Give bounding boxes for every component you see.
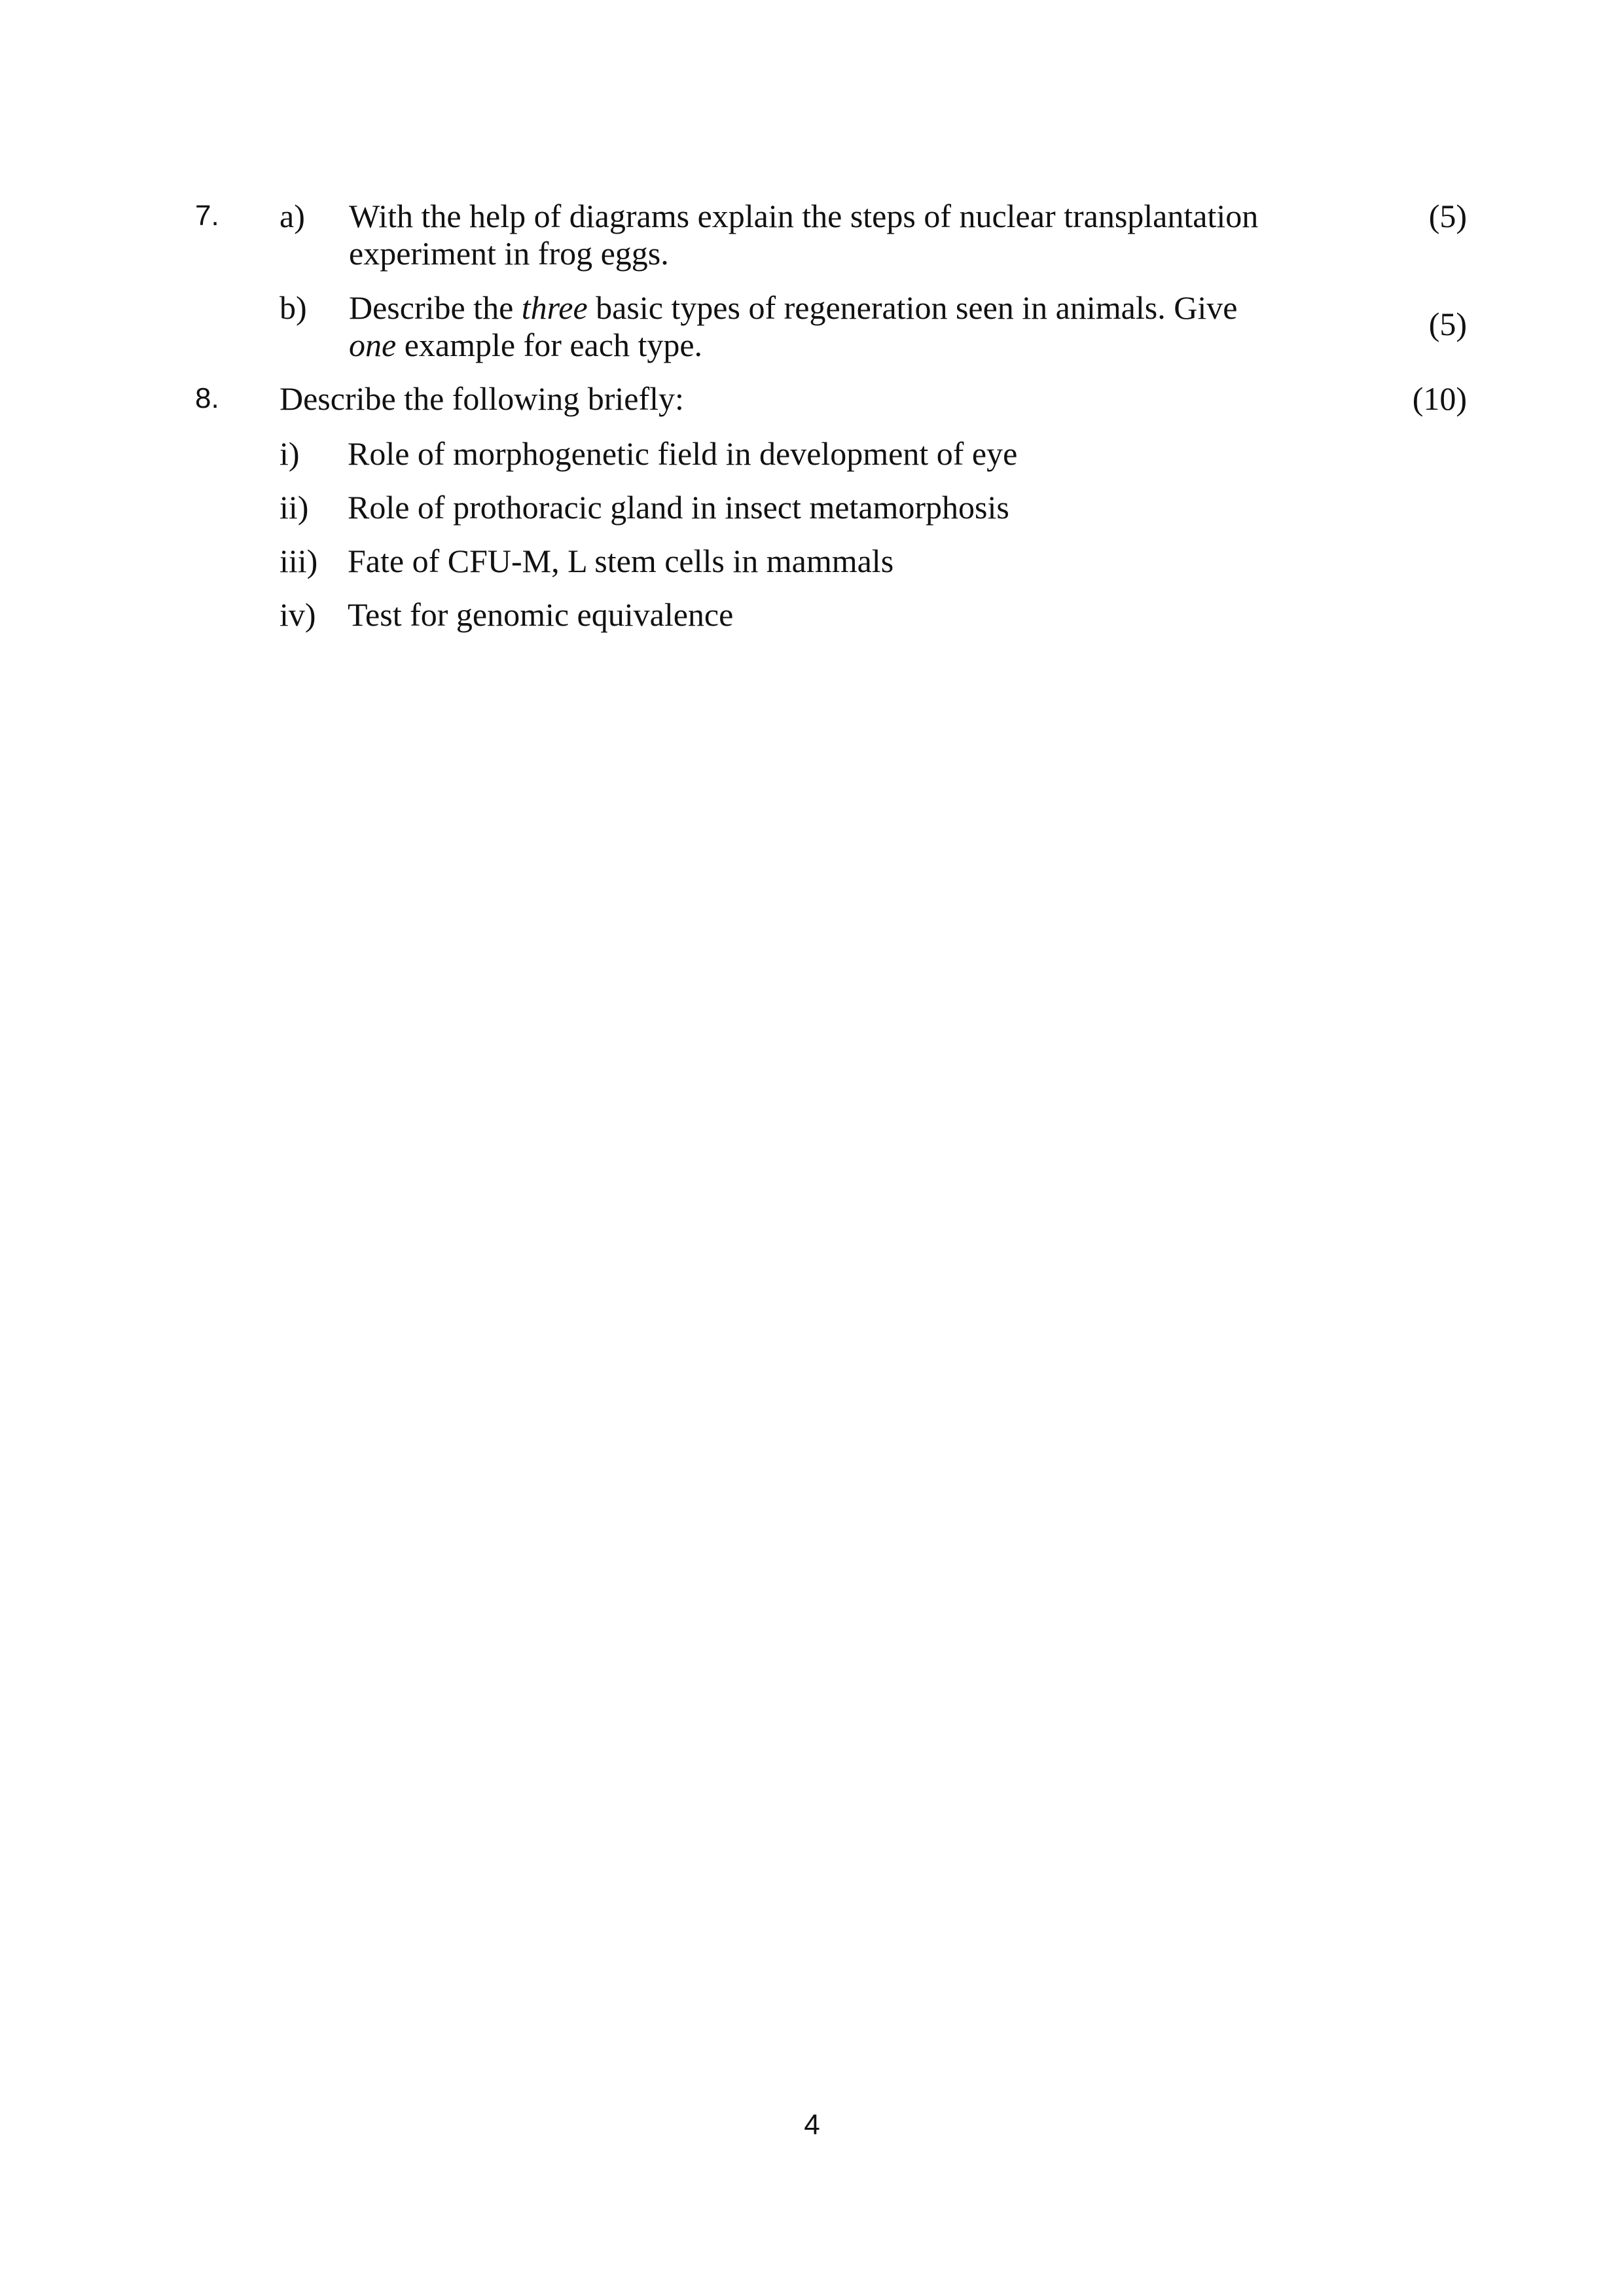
part-label: a) [280,198,305,234]
part-text-line: With the help of diagrams explain the steps of nuclear transplantation [349,198,1259,234]
item-text: Fate of CFU-M, L stem cells in mammals [348,543,894,579]
marks: (5) [1428,198,1467,234]
item-text: Role of morphogenetic field in development of eye [348,435,1018,472]
part-text-line [349,326,702,364]
text-segment: basic types of regeneration seen in animals. Give [587,289,1238,326]
emphasis: one [349,327,397,363]
item-label: ii) [280,489,309,526]
emphasis: three [521,289,588,326]
marks: (5) [1428,306,1467,342]
marks: (10) [1412,380,1467,417]
item-text: Role of prothoracic gland in insect metamorphosis [348,489,1009,526]
text-segment: example for each type. [396,327,703,363]
part-text-line [349,289,1237,327]
question-prompt: Describe the following briefly: [280,380,684,417]
item-label: iii) [280,543,318,579]
item-text: Test for genomic equivalence [348,596,734,633]
question-number: 7. [195,200,219,232]
item-label: i) [280,435,300,472]
page-number: 4 [804,2109,820,2141]
question-number: 8. [195,382,219,414]
text-segment: Describe the [349,289,522,326]
part-text-line: experiment in frog eggs. [349,235,669,272]
item-label: iv) [280,596,316,633]
part-label: b) [280,289,307,326]
